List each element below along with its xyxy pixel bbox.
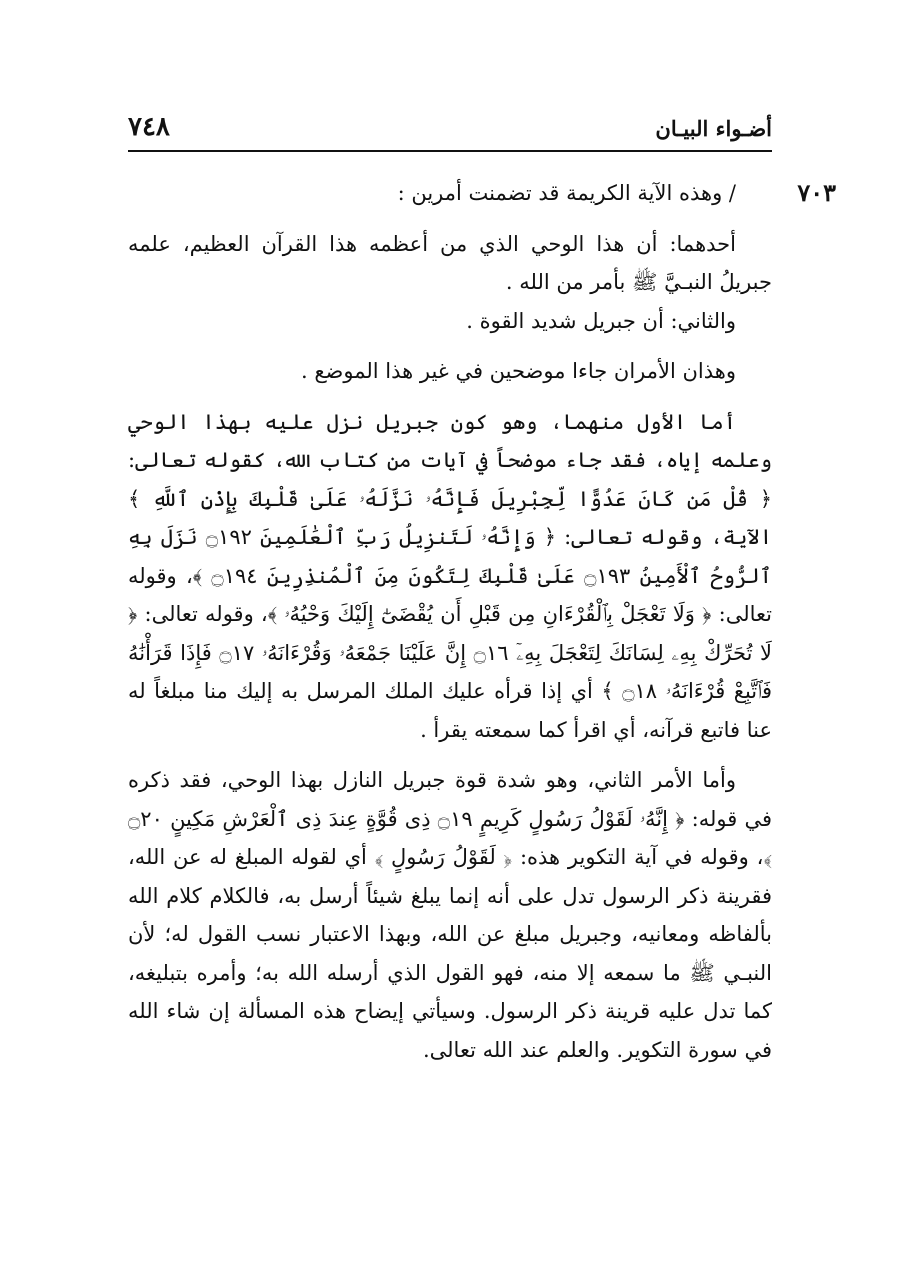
body-text: [128, 174, 772, 1069]
paragraph-second-evidence: وأما الأمر الثاني، وهو شدة قوة جبريل النازل بهذا الوحي، فقد ذكره في قوله: ﴿ إِنَّهُۥ لَقَوْلُ رَسُولٍ كَرِيمٍ ۝١٩ ذِى قُوَّةٍ عِندَ ذِى ٱلْعَرْشِ مَكِينٍ ۝٢٠ ﴾، وقوله في آية التكوير هذه: ﴿ لَقَوْلُ رَسُولٍ ﴾ أي لقوله المبلغ له عن الله، فقرينة ذكر الرسول تدل على أنه إنما يبلغ شيئاً أرسل به، فالكلام كلام الله بألفاظه ومعانيه، وجبريل مبلغ عن الله، وبهذا الاعتبار نسب القول له؛ لأن النبـي ﷺ ما سمعه إلا منه، فهو القول الذي أرسله الله به؛ وأمره بتبليغه، كما تدل عليه قرينة ذكر الرسول. وسيأتي إيضاح هذه المسألة إن شاء الله في سورة التكوير. والعلم عند الله تعالى.: [128, 768, 772, 1062]
paragraph-both-explained: وهذان الأمران جاءا موضحين في غير هذا الموضع .: [301, 359, 736, 383]
page-header: [128, 112, 772, 148]
paragraph-first-matter: أحدهما: أن هذا الوحي الذي من أعظمه هذا القرآن العظيم، علمه جبريلُ النبـيَّ ﷺ بأمر من الله .: [128, 231, 772, 294]
paragraph-second-matter: والثاني: أن جبريل شديد القوة .: [466, 308, 736, 333]
header-rule: [128, 150, 772, 152]
paragraph-first-evidence: أما الأول منهما، وهو كون جبريل نزل عليه بهذا الوحي وعلمه إياه، فقد جاء موضحاً في آيات من كتاب الله، كقوله تعالى: ﴿ قُلْ مَن كَانَ عَدُوًّا لِّجِبْرِيلَ فَإِنَّهُۥ نَزَّلَهُۥ عَلَىٰ قَلْبِكَ بِإِذْنِ ٱللَّهِ ﴾ الآية، وقوله تعالى: ﴿ وَإِنَّهُۥ لَتَنزِيلُ رَبِّ ٱلْعَٰلَمِينَ ۝١٩٢ نَزَلَ بِهِ ٱلرُّوحُ ٱلْأَمِينُ ۝١٩٣ عَلَىٰ قَلْبِكَ لِتَكُونَ مِنَ ٱلْمُنذِرِينَ ۝١٩٤ ﴾، وقوله تعالى: ﴿ وَلَا تَعْجَلْ بِٱلْقُرْءَانِ مِن قَبْلِ أَن يُقْضَىٰٓ إِلَيْكَ وَحْيُهُۥ ﴾، وقوله تعالى: ﴿ لَا تُحَرِّكْ بِهِۦ لِسَانَكَ لِتَعْجَلَ بِهِۦٓ ۝١٦ إِنَّ عَلَيْنَا جَمْعَهُۥ وَقُرْءَانَهُۥ ۝١٧ فَإِذَا قَرَأْنَٰهُ فَٱتَّبِعْ قُرْءَانَهُۥ ۝١٨ ﴾ أي إذا قرأه عليك الملك المرسل به إليك منا مبلغاً له عنا فاتبع قرآنه، أي اقرأ كما سمعته يقرأ .: [128, 409, 772, 742]
running-title: أضـواء البيـان: [655, 116, 772, 141]
margin-page-reference: ٧٠٣: [797, 178, 836, 207]
page-number: ٧٤٨: [128, 112, 170, 142]
paragraph-intro: / وهذه الآية الكريمة قد تضمنت أمرين :: [397, 181, 736, 205]
